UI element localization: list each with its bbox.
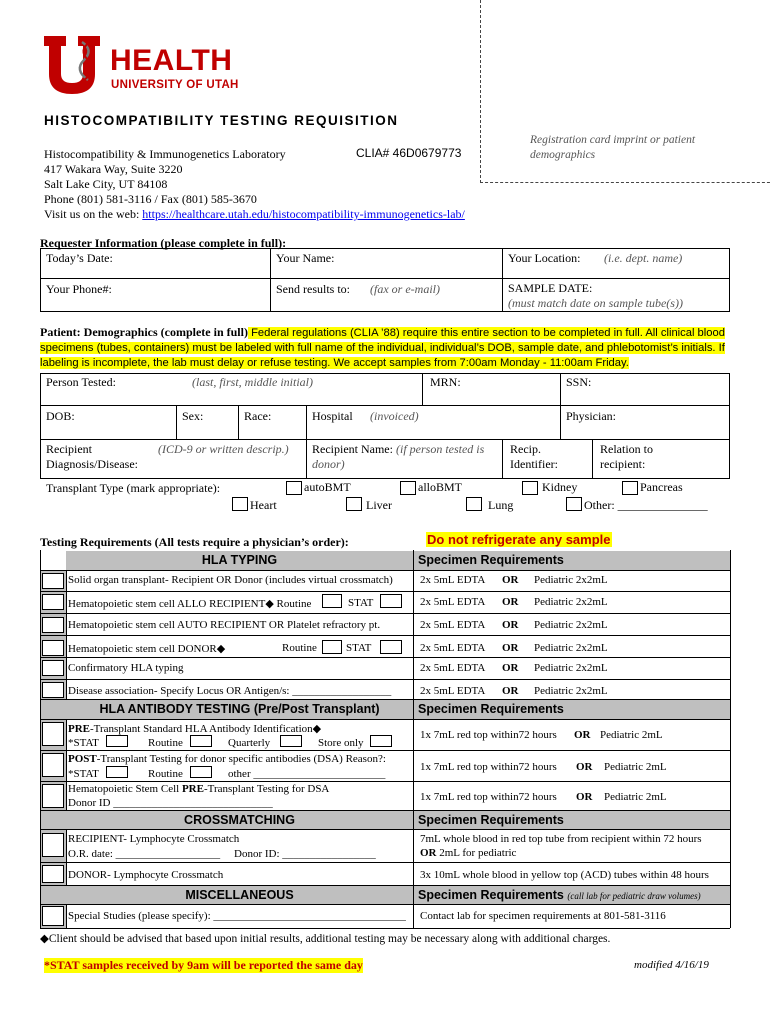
donor-stat-checkbox[interactable]: [380, 640, 402, 654]
or-label: OR: [576, 791, 593, 803]
misc-checkbox[interactable]: [42, 906, 64, 926]
mrn-field[interactable]: MRN:: [430, 375, 461, 389]
xm-ordate-field[interactable]: O.R. date: ___________________: [68, 848, 221, 860]
hospital-field[interactable]: Hospital: [312, 409, 353, 423]
divider: [40, 904, 730, 905]
lab-address-1: 417 Wakara Way, Suite 3220: [44, 162, 183, 176]
ab-spec-pre: 1x 7mL red top within72 hours: [420, 729, 557, 741]
ab-ped-post: Pediatric 2mL: [604, 761, 667, 773]
ab-pre-stat-label: *STAT: [68, 737, 99, 749]
divider: [306, 439, 307, 479]
other-checkbox[interactable]: [566, 497, 582, 511]
ab-hsc-donor-field[interactable]: Donor ID _____________________________: [68, 797, 273, 809]
divider: [176, 405, 177, 439]
misc-header: MISCELLANEOUS: [66, 886, 413, 904]
ab-post-checkbox[interactable]: [42, 753, 64, 777]
divider: [306, 405, 307, 439]
ab-ped-hsc: Pediatric 2mL: [604, 791, 667, 803]
autobmt-label: autoBMT: [304, 480, 351, 494]
transplant-type-label: Transplant Type (mark appropriate):: [46, 481, 221, 495]
ab-pre-text: -Transplant Standard HLA Antibody Identification◆: [90, 723, 322, 735]
ab-spec-post: 1x 7mL red top within72 hours: [420, 761, 557, 773]
xm-donor-label: DONOR- Lymphocyte Crossmatch: [68, 869, 224, 881]
ab-post-text: -Transplant Testing for donor specific antibodies (DSA) Reason?:: [96, 753, 386, 765]
divider: [40, 781, 730, 782]
modified-date: modified 4/16/19: [634, 959, 709, 971]
allobmt-checkbox[interactable]: [400, 481, 416, 495]
pancreas-checkbox[interactable]: [622, 481, 638, 495]
send-results-hint: (fax or e-mail): [370, 282, 440, 296]
xm-recipient-label: RECIPIENT- Lymphocyte Crossmatch: [68, 833, 240, 845]
lab-phone: Phone (801) 581-3116 / Fax (801) 585-3670: [44, 192, 257, 206]
ab-pre-routine-label: Routine: [148, 737, 183, 749]
ab-spec-hsc: 1x 7mL red top within72 hours: [420, 791, 557, 803]
hla-checkbox-3[interactable]: [42, 640, 64, 656]
kidney-checkbox[interactable]: [522, 481, 538, 495]
xm-recipient-spec-2-text: 2mL for pediatric: [436, 847, 517, 859]
logo-university: UNIVERSITY OF UTAH: [111, 79, 239, 91]
hla-ped-5: Pediatric 2x2mL: [534, 685, 608, 697]
divider: [502, 439, 503, 479]
divider: [66, 570, 67, 928]
divider: [40, 405, 730, 406]
person-tested-hint: (last, first, middle initial): [192, 375, 314, 389]
or-label: OR: [502, 662, 519, 674]
lab-name: Histocompatibility & Immunogenetics Laboratory: [44, 147, 286, 161]
lab-web: [44, 207, 465, 222]
hla-checkbox-2[interactable]: [42, 617, 64, 633]
hla-row-solid-organ: Solid organ transplant- Recipient OR Donor (includes virtual crossmatch): [68, 574, 393, 586]
recipient-name-label: Recipient Name:: [312, 442, 393, 456]
xm-donorid-field[interactable]: Donor ID: _________________: [234, 848, 376, 860]
divider: [40, 439, 730, 440]
lab-web-link[interactable]: https://healthcare.utah.edu/histocompatibility-immunogenetics-lab/: [142, 207, 465, 221]
misc-special-studies-field[interactable]: Special Studies (please specify): ___________________________________: [68, 910, 406, 922]
patient-heading: Patient: Demographics (complete in full): [40, 325, 248, 339]
your-phone-field[interactable]: Your Phone#:: [46, 282, 112, 296]
ab-pre-title: [68, 722, 321, 735]
clia-number: CLIA# 46D0679773: [356, 146, 462, 160]
dob-field[interactable]: DOB:: [46, 409, 75, 423]
person-tested-field[interactable]: Person Tested:: [46, 375, 116, 389]
divider: [238, 405, 239, 439]
divider: [40, 928, 730, 929]
stat-note: *STAT samples received by 9am will be reported the same day: [44, 958, 363, 972]
ab-hsc-checkbox[interactable]: [42, 784, 64, 808]
recipient-label: Recipient: [46, 442, 92, 456]
relation-label: Relation to: [600, 442, 653, 456]
university-of-utah-logo-icon: [44, 36, 106, 96]
misc-spec-title: Specimen Requirements: [418, 888, 564, 902]
divider: [40, 278, 730, 279]
liver-label: Liver: [366, 498, 392, 512]
hla-row-allo-recipient: Hematopoietic stem cell ALLO RECIPIENT◆ Routine: [68, 598, 312, 610]
xm-recipient-checkbox[interactable]: [42, 833, 64, 857]
ab-ped-pre: Pediatric 2mL: [600, 729, 663, 741]
or-label: OR: [502, 596, 519, 608]
heart-label: Heart: [250, 498, 277, 512]
divider: [592, 439, 593, 479]
or-label: OR: [576, 761, 593, 773]
hla-ped-2: Pediatric 2x2mL: [534, 619, 608, 631]
divider: [40, 591, 730, 592]
sample-date-hint: (must match date on sample tube(s)): [508, 296, 683, 310]
antibody-header: HLA ANTIBODY TESTING (Pre/Post Transplant): [66, 700, 413, 719]
ab-post-other-field[interactable]: other ________________________: [228, 768, 386, 780]
diagnosis-field[interactable]: Diagnosis/Disease:: [46, 457, 138, 471]
hla-checkbox-0[interactable]: [42, 573, 64, 589]
ab-post-routine-checkbox[interactable]: [190, 766, 212, 778]
ab-post-stat-label: *STAT: [68, 768, 99, 780]
heart-checkbox[interactable]: [232, 497, 248, 511]
icd-hint: (ICD-9 or written descrip.): [158, 442, 289, 456]
xm-donor-checkbox[interactable]: [42, 865, 64, 883]
hla-row-auto-recipient: Hematopoietic stem cell AUTO RECIPIENT OR Platelet refractory pt.: [68, 619, 381, 631]
divider: [40, 657, 730, 658]
autobmt-checkbox[interactable]: [286, 481, 302, 495]
no-refrigerate-note: Do not refrigerate any sample: [427, 532, 611, 547]
ab-post-stat-checkbox[interactable]: [106, 766, 128, 778]
ab-pre-checkbox[interactable]: [42, 722, 64, 746]
ab-pre-bold: PRE: [68, 723, 90, 735]
xm-spec-header: Specimen Requirements: [414, 811, 730, 829]
todays-date-field[interactable]: Today’s Date:: [46, 251, 113, 265]
patient-notice-text: Federal regulations (CLIA ’88) require this entire section to be completed in full. All clinical blood specimens (tubes, containers) must be labeled with full name of the individual, individual’s DOB, sample date, and phlebotomist’s initials. If labeling is incomplete, the lab must delay or refuse testing. We accept samples from 7:00am Monday - 11:00am Friday.: [40, 327, 725, 369]
ab-hsc-text2: -Transplant Testing for DSA: [203, 783, 330, 795]
or-label: OR: [502, 642, 519, 654]
hla-ped-0: Pediatric 2x2mL: [534, 574, 608, 586]
ab-hsc-text1: Hematopoietic Stem Cell: [68, 783, 182, 795]
sex-field[interactable]: Sex:: [182, 409, 204, 423]
hla-spec-5: 2x 5mL EDTA: [420, 685, 486, 697]
crossmatching-header: CROSSMATCHING: [66, 811, 413, 829]
or-label: OR: [574, 729, 591, 741]
patient-notice: [40, 325, 730, 371]
hla-spec-0: 2x 5mL EDTA: [420, 574, 486, 586]
divider: [413, 550, 414, 928]
sample-date-field[interactable]: SAMPLE DATE:: [508, 281, 593, 295]
ab-pre-store-checkbox[interactable]: [370, 735, 392, 747]
divider: [502, 248, 503, 312]
hla-checkbox-4[interactable]: [42, 660, 64, 676]
ab-pre-quarterly-checkbox[interactable]: [280, 735, 302, 747]
or-label: OR: [502, 574, 519, 586]
ab-post-title: [68, 753, 386, 765]
allo-routine-checkbox[interactable]: [322, 594, 342, 608]
hla-spec-1: 2x 5mL EDTA: [420, 596, 486, 608]
donor-routine-checkbox[interactable]: [322, 640, 342, 654]
allo-stat-label: STAT: [348, 597, 374, 609]
or-label: OR: [502, 619, 519, 631]
divider: [40, 550, 41, 928]
other-field[interactable]: Other: _______________: [584, 498, 708, 512]
or-label: OR: [420, 847, 437, 859]
divider: [560, 405, 561, 439]
kidney-label: Kidney: [542, 480, 578, 494]
hla-ped-3: Pediatric 2x2mL: [534, 642, 608, 654]
physician-field[interactable]: Physician:: [566, 409, 616, 423]
your-location-field[interactable]: Your Location:: [508, 251, 581, 265]
misc-spec-header: [414, 886, 730, 904]
xm-donor-spec: 3x 10mL whole blood in yellow top (ACD) tubes within 48 hours: [420, 869, 709, 881]
race-field[interactable]: Race:: [244, 409, 272, 423]
divider: [560, 373, 561, 405]
pancreas-label: Pancreas: [640, 480, 683, 494]
lab-address-2: Salt Lake City, UT 84108: [44, 177, 168, 191]
divider: [40, 719, 730, 720]
xm-recipient-spec: 7mL whole blood in red top tube from recipient within 72 hours: [420, 833, 702, 845]
testing-heading: Testing Requirements (All tests require a physician’s order):: [40, 535, 349, 549]
ab-pre-quarterly-label: Quarterly: [228, 737, 271, 749]
divider: [730, 550, 731, 928]
ab-hsc-title: [68, 783, 329, 795]
misc-spec-note: (call lab for pediatric draw volumes): [567, 891, 701, 901]
hla-row-disease[interactable]: Disease association- Specify Locus OR Antigen/s: __________________: [68, 685, 392, 697]
antibody-spec-header: Specimen Requirements: [414, 700, 730, 719]
hla-row-confirmatory: Confirmatory HLA typing: [68, 662, 184, 674]
hla-checkbox-5[interactable]: [42, 682, 64, 698]
divider: [40, 862, 730, 863]
your-name-field[interactable]: Your Name:: [276, 251, 335, 265]
relation-field[interactable]: recipient:: [600, 457, 646, 471]
hla-spec-2: 2x 5mL EDTA: [420, 619, 486, 631]
ab-post-routine-label: Routine: [148, 768, 183, 780]
hla-spec-3: 2x 5mL EDTA: [420, 642, 486, 654]
ab-pre-routine-checkbox[interactable]: [190, 735, 212, 747]
divider: [40, 829, 730, 830]
hla-spec-header: Specimen Requirements: [414, 551, 730, 570]
divider: [40, 679, 730, 680]
ab-pre-store-label: Store only: [318, 737, 364, 749]
hospital-hint: (invoiced): [370, 409, 419, 423]
hla-checkbox-1[interactable]: [42, 594, 64, 610]
divider: [270, 248, 271, 312]
divider: [40, 570, 730, 571]
hla-row-donor: Hematopoietic stem cell DONOR◆: [68, 643, 226, 655]
send-results-field[interactable]: Send results to:: [276, 282, 350, 296]
xm-recipient-spec-2: [420, 847, 516, 859]
hla-spec-4: 2x 5mL EDTA: [420, 662, 486, 674]
logo: [44, 36, 264, 96]
logo-health: HEALTH: [110, 44, 233, 77]
donor-stat-label: STAT: [346, 642, 372, 654]
ab-post-bold: POST: [68, 753, 97, 765]
divider: [422, 373, 423, 405]
liver-checkbox[interactable]: [346, 497, 362, 511]
or-label: OR: [502, 685, 519, 697]
lung-checkbox[interactable]: [466, 497, 482, 511]
allobmt-label: alloBMT: [418, 480, 462, 494]
ssn-field[interactable]: SSN:: [566, 375, 592, 389]
hla-ped-1: Pediatric 2x2mL: [534, 596, 608, 608]
recip-identifier-field[interactable]: Identifier:: [510, 457, 558, 471]
lung-label: Lung: [488, 498, 514, 512]
hla-typing-header: HLA TYPING: [66, 551, 413, 570]
client-note: ◆Client should be advised that based upon initial results, additional testing may be necessary along with additional charges.: [40, 933, 611, 945]
recip-label: Recip.: [510, 442, 541, 456]
lab-web-prefix: Visit us on the web:: [44, 207, 143, 221]
hla-ped-4: Pediatric 2x2mL: [534, 662, 608, 674]
ab-pre-stat-checkbox[interactable]: [106, 735, 128, 747]
divider: [40, 750, 730, 751]
divider: [40, 613, 730, 614]
donor-routine-label: Routine: [282, 642, 317, 654]
requester-heading: Requester Information (please complete in full):: [40, 236, 287, 250]
location-hint: (i.e. dept. name): [604, 251, 683, 265]
allo-stat-checkbox[interactable]: [380, 594, 402, 608]
ab-hsc-bold: PRE: [181, 783, 204, 795]
form-title: HISTOCOMPATIBILITY TESTING REQUISITION: [44, 113, 399, 128]
recipient-name-field[interactable]: [312, 442, 500, 472]
recipient-name-hint: (if person tested is donor): [312, 442, 485, 471]
misc-spec: Contact lab for specimen requirements at 801-581-3116: [420, 910, 666, 922]
registration-note: Registration card imprint or patient demographics: [530, 134, 696, 161]
divider: [40, 635, 730, 636]
